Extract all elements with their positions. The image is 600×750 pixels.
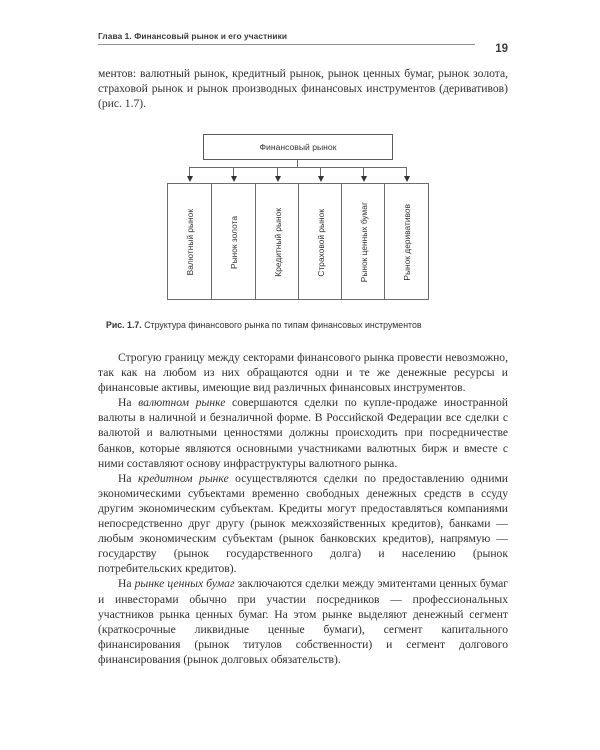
arrow-head-icon-4 — [318, 176, 324, 182]
leaf-label-4: Страховой рынок — [316, 208, 327, 277]
paragraph-2-pre: На — [118, 396, 139, 410]
leaf-label-6: Рынок деривативов — [402, 204, 413, 281]
leaf-label-wrap — [342, 184, 387, 301]
paragraph-4 — [98, 576, 508, 667]
intro-text-column — [98, 66, 508, 111]
arrow-head-icon-3 — [275, 176, 281, 182]
leaf-label-wrap — [256, 184, 301, 301]
leaf-label-wrap — [212, 184, 257, 301]
paragraph-4-post: заключаются сделки между эмитентами ценных бумаг и инвесторами обычно при участии посредников — профессиональных участников рынка ценных бумаг. На этом рынке выделяют денежный сегмент (краткосрочные ликвидные ценные бумаги), сегмент капитального финансирования (рынок титулов собственности) и сегмент долгового финансирования (рынок долговых обязательств). — [98, 577, 508, 666]
figure-caption-number: Рис. 1.7. — [106, 320, 142, 330]
connector-bus — [189, 167, 406, 168]
diagram-leaf-row — [167, 183, 413, 300]
leaf-label-3: Кредитный рынок — [273, 208, 284, 277]
paragraph-2 — [98, 395, 508, 470]
leaf-label-wrap — [385, 184, 430, 301]
paragraph-3-pre: На — [118, 471, 138, 485]
connector-stem — [297, 160, 298, 167]
arrow-head-icon-6 — [404, 176, 410, 182]
paragraph-4-pre: На — [118, 577, 135, 591]
leaf-label-wrap — [299, 184, 344, 301]
leaf-label-5: Рынок ценных бумаг — [359, 202, 370, 283]
figure-caption-text: Структура финансового рынка по типам финансовых инструментов — [144, 320, 422, 330]
arrow-head-icon-1 — [187, 176, 193, 182]
body-text-column — [98, 350, 508, 667]
arrow-head-icon-5 — [361, 176, 367, 182]
diagram-leaf-node — [384, 183, 429, 300]
paragraph-3-term: кредитном рынке — [137, 471, 229, 485]
diagram-leaf-node — [255, 183, 300, 300]
leaf-label-1: Валютный рынок — [185, 209, 196, 276]
diagram-leaf-node — [298, 183, 343, 300]
paragraph-3 — [98, 471, 508, 577]
figure-caption — [106, 320, 508, 330]
diagram-root-node — [203, 134, 393, 160]
leaf-label-2: Рынок золота — [229, 216, 240, 269]
intro-paragraph: ментов: валютный рынок, кредитный рынок, рынок ценных бумаг, рынок золота, страховой рынок и рынок производных финансовых инструментов (деривативов) (рис. 1.7). — [98, 67, 508, 111]
page-number: 19 — [495, 43, 508, 55]
paragraph-1: Строгую границу между секторами финансового рынка провести невозможно, так как на любом из них обращаются одни и те же денежные ресурсы и финансовые активы, имеющие вид различных финансовых инструментов. — [98, 351, 508, 395]
arrow-head-icon-2 — [231, 176, 237, 182]
running-header — [98, 31, 508, 61]
header-divider — [98, 44, 475, 45]
diagram-leaf-node — [341, 183, 386, 300]
paragraph-4-term: рынке ценных бумаг — [134, 577, 235, 591]
leaf-label-wrap — [168, 184, 213, 301]
diagram-leaf-node — [167, 183, 212, 300]
diagram-leaf-node — [211, 183, 256, 300]
paragraph-2-post: совершаются сделки по купле-продаже иностранной валюты в наличной и безналичной форме. В Российской Федерации все сделки с валютой и валютными ценностями должны происходить при посредничестве банков, которые являются основными участниками валютных бирж и вместе с ними составляют основу инфраструктуры валютного рынка. — [98, 396, 509, 470]
paragraph-2-term: валютном рынке — [138, 396, 226, 410]
paragraph-3-post: осуществляются сделки по предоставлению одними экономическими субъектами временно свободных денежных средств в ссуду другим экономическим субъектам. Кредиты могут предоставляться компаниями непосредственно друг другу (рынок межхозяйственных кредитов), банками — любым экономическим субъектам (рынок банковских кредитов), напрямую — государству (рынок государственного долга) и населению (рынок потребительских кредитов). — [98, 471, 508, 576]
chapter-title: Глава 1. Финансовый рынок и его участники — [98, 31, 288, 41]
figure-1-7 — [0, 128, 600, 318]
diagram-root-label: Финансовый рынок — [259, 142, 337, 152]
